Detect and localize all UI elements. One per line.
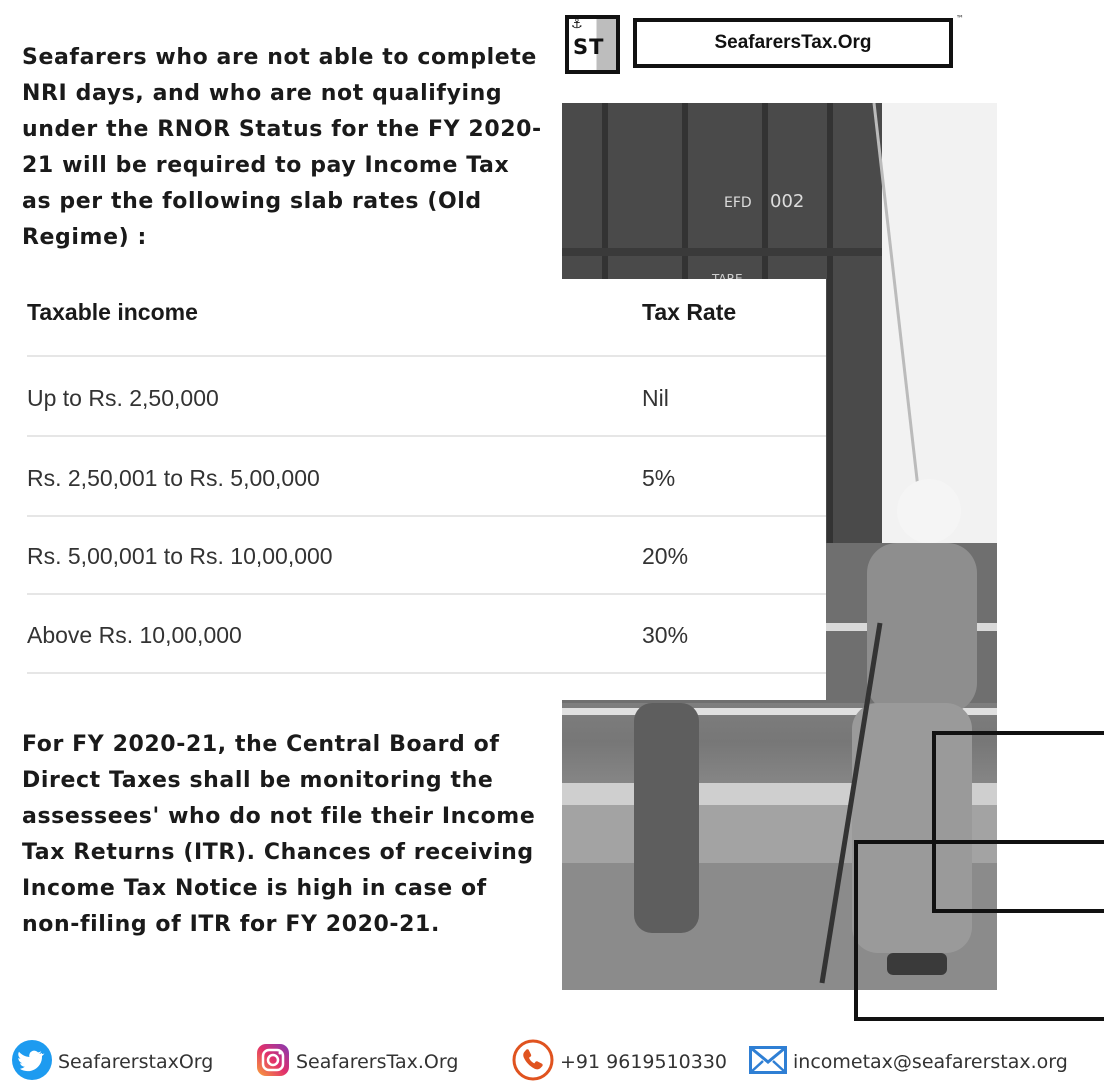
tax-rate-cell: 20% bbox=[642, 543, 689, 569]
taxable-income-cell: Above Rs. 10,00,000 bbox=[27, 622, 242, 648]
taxable-income-cell: Rs. 2,50,001 to Rs. 5,00,000 bbox=[27, 465, 320, 491]
mail-icon bbox=[749, 1046, 787, 1079]
container-label-2: 002 bbox=[770, 191, 805, 212]
logo-text: ST bbox=[573, 35, 605, 59]
contact-footer bbox=[0, 1037, 1104, 1089]
tax-slab-table bbox=[0, 279, 826, 700]
twitter-link[interactable] bbox=[12, 1040, 213, 1084]
brand-name-box bbox=[633, 18, 953, 68]
email-address: incometax@seafarerstax.org bbox=[793, 1051, 1068, 1073]
table-row bbox=[27, 517, 826, 595]
column-header-tax-rate: Tax Rate bbox=[642, 299, 737, 325]
email-link[interactable] bbox=[749, 1040, 1068, 1084]
notice-paragraph: For FY 2020-21, the Central Board of Direct Taxes shall be monitoring the assessees' who do not file their Income Tax Returns (ITR). Chances of receiving Income Tax Notice is high in case of non-filing of ITR for FY 2020-21. bbox=[22, 732, 536, 937]
tax-rate-cell: 5% bbox=[642, 465, 676, 491]
instagram-icon bbox=[256, 1043, 290, 1082]
column-header-taxable-income: Taxable income bbox=[27, 299, 198, 325]
phone-link[interactable] bbox=[512, 1040, 727, 1084]
trademark-mark: ™ bbox=[956, 14, 964, 23]
logo-mark bbox=[565, 15, 620, 74]
twitter-icon bbox=[12, 1040, 52, 1085]
instagram-handle: SeafarersTax.Org bbox=[296, 1051, 459, 1073]
brand-name: SeafarersTax.Org bbox=[714, 32, 872, 53]
table-row bbox=[27, 359, 826, 437]
table-header-row bbox=[27, 279, 826, 357]
table-row bbox=[27, 596, 826, 674]
tax-rate-cell: Nil bbox=[642, 385, 669, 411]
taxable-income-cell: Rs. 5,00,001 to Rs. 10,00,000 bbox=[27, 543, 333, 569]
phone-icon bbox=[512, 1039, 554, 1086]
container-label-1: EFD bbox=[724, 195, 752, 211]
anchor-icon: ⚓ bbox=[571, 17, 583, 32]
tax-rate-cell: 30% bbox=[642, 622, 689, 648]
instagram-link[interactable] bbox=[256, 1040, 458, 1084]
intro-paragraph: Seafarers who are not able to complete NRI days, and who are not qualifying under the RNOR Status for the FY 2020-21 will be required to pay Income Tax as per the following slab rates (Old Regime) : bbox=[22, 45, 542, 250]
taxable-income-cell: Up to Rs. 2,50,000 bbox=[27, 385, 219, 411]
table-row bbox=[27, 439, 826, 517]
twitter-handle: SeafarerstaxOrg bbox=[58, 1051, 214, 1073]
phone-number: +91 9619510330 bbox=[560, 1051, 728, 1073]
decorative-frame bbox=[854, 840, 1104, 1021]
